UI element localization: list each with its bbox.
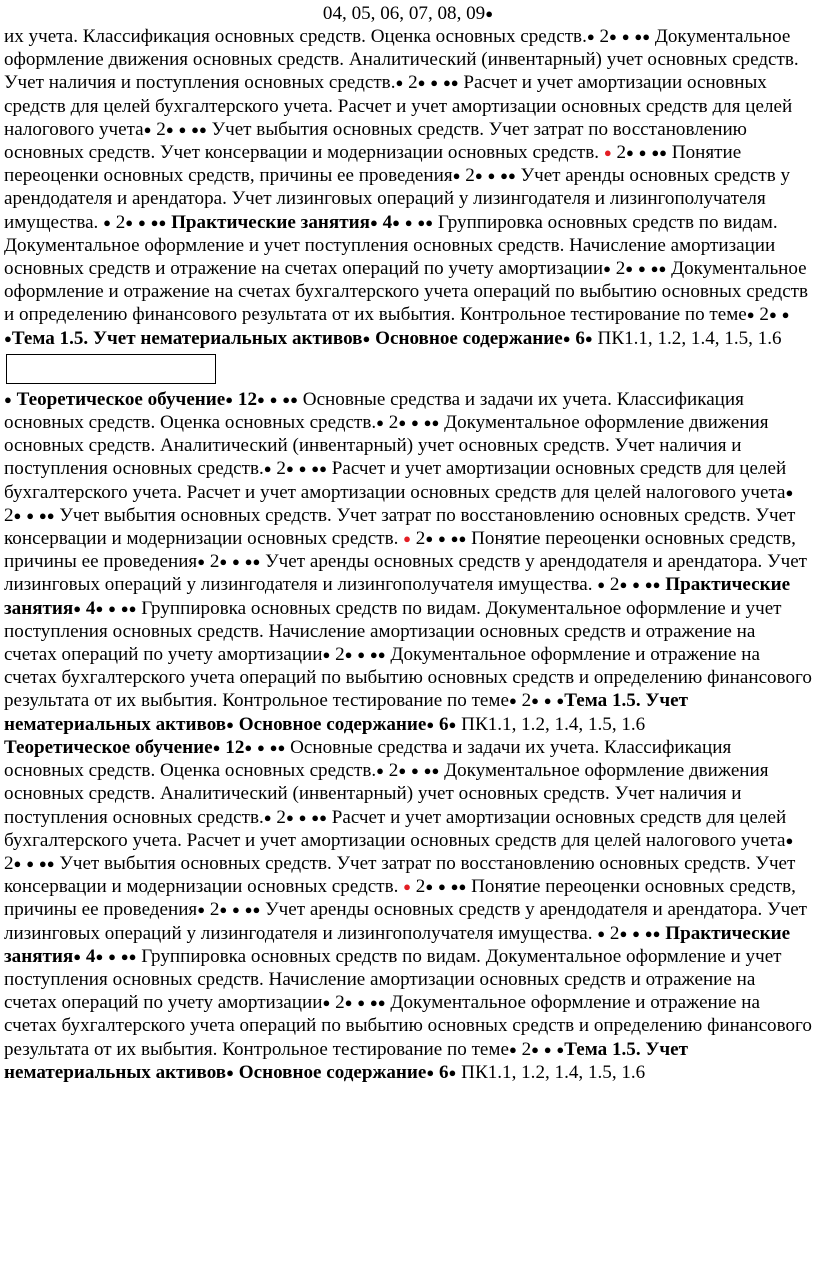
- red-dot-icon: ●: [603, 145, 612, 161]
- black-dot-icon: ●: [197, 902, 206, 918]
- black-dot-icon: ●: [417, 75, 426, 91]
- black-dot-icon: ●: [531, 1041, 539, 1057]
- black-dot-icon: ●: [431, 763, 440, 779]
- black-dot-icon: ●: [263, 461, 272, 477]
- bold-text: Практические занятия: [4, 574, 791, 619]
- black-dot-icon: ●: [619, 577, 628, 593]
- black-dot-icon: ●: [437, 879, 446, 895]
- body-text: Учет выбытия основных средств. Учет затрат по восстановлению основных средств. Учет консервации и модернизации основных средств.: [4, 504, 796, 550]
- black-dot-icon: ●: [137, 214, 146, 230]
- black-dot-icon: ●: [768, 307, 777, 323]
- body-text: Расчет и учет амортизации основных средств для целей бухгалтерского учета. Расчет и учет амортизации основных средств для целей налогового учета: [4, 458, 787, 503]
- document-page: [4, 2, 812, 1084]
- black-dot-icon: ●: [277, 739, 286, 755]
- black-dot-icon: ●: [586, 29, 595, 44]
- body-text: Документальное оформление и отражение на счетах бухгалтерского учета операций по выбытию основных средств и определению финансового результата от их выбытия. Контрольное тестирование по теме: [4, 992, 812, 1060]
- black-dot-icon: ●: [120, 600, 129, 616]
- body-text: Группировка основных средств по видам. Документальное оформление и учет поступления основных средств. Начисление амортизации основных средств и отражение на счетах операций по учету амортизации: [4, 597, 782, 666]
- black-dot-icon: ●: [392, 214, 400, 230]
- black-dot-icon: ●: [474, 168, 483, 184]
- empty-box: [6, 354, 216, 384]
- bold-text: 6: [570, 327, 585, 349]
- bold-text: 6: [434, 1061, 449, 1083]
- body-text: Понятие переоценки основных средств, причины ее проведения: [4, 876, 796, 921]
- black-dot-icon: ●: [508, 1041, 517, 1057]
- black-dot-icon: ●: [244, 739, 253, 755]
- black-dot-icon: ●: [369, 647, 378, 663]
- black-dot-icon: ●: [485, 6, 494, 21]
- black-dot-icon: ●: [103, 214, 111, 230]
- body-text: Документальное оформление движения основных средств. Аналитический (инвентарный) учет основных средств. Учет наличия и поступления основных средств.: [4, 412, 769, 480]
- black-dot-icon: ●: [426, 1064, 435, 1080]
- black-dot-icon: ●: [626, 145, 634, 161]
- black-dot-icon: ●: [38, 507, 47, 523]
- body-text: 2: [516, 690, 532, 712]
- black-dot-icon: ●: [26, 507, 35, 523]
- black-dot-icon: ●: [120, 948, 129, 964]
- black-dot-icon: ●: [426, 716, 435, 732]
- black-dot-icon: ●: [597, 925, 606, 941]
- black-dot-icon: ●: [73, 948, 82, 964]
- black-dot-icon: ●: [369, 214, 378, 230]
- black-dot-icon: ●: [357, 647, 366, 663]
- black-dot-icon: ●: [556, 1041, 565, 1057]
- black-dot-icon: ●: [398, 763, 407, 779]
- bold-text: Основное содержание: [233, 1061, 427, 1083]
- black-dot-icon: ●: [377, 995, 386, 1011]
- body-text: Учет аренды основных средств у арендодателя и арендатора. Учет лизинговых операций у лизингодателя и лизингополучателя имущества.: [4, 165, 791, 233]
- black-dot-icon: ●: [73, 600, 82, 616]
- bold-text: Теоретическое обучение: [4, 736, 213, 758]
- body-text: 2: [610, 258, 626, 280]
- black-dot-icon: ●: [508, 693, 517, 709]
- black-dot-icon: ●: [448, 716, 457, 732]
- black-dot-icon: ●: [410, 763, 419, 779]
- black-dot-icon: ●: [746, 307, 755, 323]
- black-dot-icon: ●: [437, 531, 446, 547]
- bold-text: Основное содержание: [233, 713, 427, 735]
- black-dot-icon: ●: [632, 577, 640, 593]
- body-text: Расчет и учет амортизации основных средств для целей бухгалтерского учета. Расчет и учет амортизации основных средств для целей налогового учета: [4, 72, 793, 140]
- black-dot-icon: ●: [319, 809, 327, 825]
- black-dot-icon: ●: [191, 121, 199, 137]
- black-dot-icon: ●: [252, 554, 261, 570]
- black-dot-icon: ●: [637, 261, 646, 277]
- body-text: ПК1.1, 1.2, 1.4, 1.5, 1.6: [456, 1061, 646, 1083]
- black-dot-icon: ●: [269, 391, 278, 407]
- body-text: Группировка основных средств по видам. Документальное оформление и учет поступления основных средств. Начисление амортизации основных средств и отражение на счетах операций по учету амортизации: [4, 211, 778, 280]
- body-text: Документальное оформление и отражение на счетах бухгалтерского учета операций по выбытию основных средств и определению финансового результата от их выбытия. Контрольное тестирование по теме: [4, 644, 812, 712]
- black-dot-icon: ●: [562, 330, 571, 346]
- black-dot-icon: ●: [125, 214, 134, 230]
- black-dot-icon: ●: [285, 809, 294, 825]
- body-text: Документальное оформление и отражение на счетах бухгалтерского учета операций по выбытию основных средств и определению финансового результата от их выбытия. Контрольное тестирование по теме: [4, 258, 809, 326]
- black-dot-icon: ●: [232, 554, 240, 570]
- black-dot-icon: ●: [232, 902, 240, 918]
- black-dot-icon: ●: [431, 415, 440, 431]
- bold-text: 12: [233, 388, 258, 410]
- black-dot-icon: ●: [452, 168, 461, 184]
- body-text: 2: [403, 72, 418, 94]
- black-dot-icon: ●: [26, 855, 35, 871]
- body-text: 2: [460, 165, 475, 187]
- body-text: 2: [330, 992, 345, 1014]
- black-dot-icon: ●: [658, 261, 667, 277]
- body-text: Учет аренды основных средств у арендодателя и арендатора. Учет лизинговых операций у лизингодателя и лизингополучателя имущества.: [4, 551, 808, 596]
- body-text: 2: [205, 551, 220, 573]
- black-dot-icon: ●: [158, 214, 167, 230]
- body-text: ПК1.1, 1.2, 1.4, 1.5, 1.6: [592, 327, 782, 349]
- black-dot-icon: ●: [298, 809, 307, 825]
- black-dot-icon: ●: [642, 29, 651, 44]
- bold-text: 4: [377, 211, 393, 233]
- black-dot-icon: ●: [322, 995, 331, 1011]
- bold-text: Практические занятия: [4, 922, 791, 967]
- black-dot-icon: ●: [632, 925, 640, 941]
- black-dot-icon: ●: [398, 415, 407, 431]
- red-dot-icon: ●: [403, 879, 412, 895]
- black-dot-icon: ●: [376, 763, 384, 779]
- black-dot-icon: ●: [150, 214, 159, 230]
- black-dot-icon: ●: [95, 948, 104, 964]
- bold-text: 4: [81, 945, 96, 967]
- black-dot-icon: ●: [652, 925, 661, 941]
- black-dot-icon: ●: [128, 600, 137, 616]
- black-dot-icon: ●: [448, 1064, 457, 1080]
- black-dot-icon: ●: [652, 577, 661, 593]
- black-dot-icon: ●: [269, 739, 278, 755]
- black-dot-icon: ●: [500, 168, 508, 184]
- body-text: Документальное оформление движения основных средств. Аналитический (инвентарный) учет основных средств. Учет наличия и поступления основных средств.: [4, 760, 769, 828]
- black-dot-icon: ●: [128, 948, 137, 964]
- bold-text: Практические занятия: [171, 211, 370, 233]
- body-text: 2: [4, 852, 14, 874]
- body-text: Группировка основных средств по видам. Документальное оформление и учет поступления основных средств. Начисление амортизации основных средств и отражение на счетах операций по учету амортизации: [4, 945, 782, 1014]
- bold-text: 6: [434, 713, 449, 735]
- black-dot-icon: ●: [450, 531, 459, 547]
- body-text: Учет выбытия основных средств. Учет затрат по восстановлению основных средств. Учет консервации и модернизации основных средств.: [4, 852, 796, 898]
- black-dot-icon: ●: [487, 168, 496, 184]
- black-dot-icon: ●: [344, 995, 353, 1011]
- black-dot-icon: ●: [263, 809, 272, 825]
- body-text: 2: [516, 1038, 532, 1060]
- black-dot-icon: ●: [108, 948, 116, 964]
- black-dot-icon: ●: [257, 391, 265, 407]
- black-dot-icon: ●: [244, 554, 253, 570]
- body-text: 2: [384, 760, 399, 782]
- body-text: 2: [384, 412, 399, 434]
- body-text: 2: [411, 528, 426, 550]
- black-dot-icon: ●: [425, 531, 434, 547]
- black-dot-icon: ●: [634, 29, 643, 44]
- black-dot-icon: ●: [556, 693, 565, 709]
- body-text: 2: [754, 304, 769, 326]
- black-dot-icon: ●: [425, 214, 434, 230]
- body-text: Расчет и учет амортизации основных средств для целей бухгалтерского учета. Расчет и учет амортизации основных средств для целей налогового учета: [4, 806, 787, 851]
- body-text: Учет выбытия основных средств. Учет затрат по восстановлению основных средств. Учет консервации и модернизации основных средств.: [4, 118, 747, 164]
- black-dot-icon: ●: [785, 832, 794, 848]
- black-dot-icon: ●: [638, 145, 647, 161]
- black-dot-icon: ●: [38, 855, 47, 871]
- black-dot-icon: ●: [219, 554, 228, 570]
- body-text: их учета. Классификация основных средств. Оценка основных средств.: [4, 26, 587, 47]
- body-text: 2: [271, 458, 286, 480]
- bold-text: Теоретическое обучение: [16, 388, 226, 410]
- body-text: Документальное оформление движения основных средств. Аналитический (инвентарный) учет основных средств. Учет наличия и поступления основных средств.: [4, 26, 799, 94]
- bold-text: 4: [81, 597, 96, 619]
- black-dot-icon: ●: [644, 577, 653, 593]
- black-dot-icon: ●: [46, 855, 55, 871]
- body-text: Понятие переоценки основных средств, причины ее проведения: [4, 142, 742, 187]
- black-dot-icon: ●: [621, 29, 630, 44]
- black-dot-icon: ●: [531, 693, 539, 709]
- black-dot-icon: ●: [417, 214, 426, 230]
- body-text: ПК1.1, 1.2, 1.4, 1.5, 1.6: [456, 713, 646, 735]
- black-dot-icon: ●: [257, 739, 265, 755]
- black-dot-icon: ●: [226, 1064, 234, 1080]
- bold-text: Тема 1.5. Учет нематериальных активов: [4, 1038, 689, 1083]
- black-dot-icon: ●: [404, 214, 413, 230]
- black-dot-icon: ●: [450, 75, 459, 91]
- body-text: 2: [611, 142, 627, 164]
- black-dot-icon: ●: [198, 121, 207, 137]
- black-dot-icon: ●: [13, 507, 22, 523]
- bold-text: Тема 1.5. Учет нематериальных активов: [11, 327, 363, 349]
- black-dot-icon: ●: [450, 879, 459, 895]
- black-dot-icon: ●: [143, 121, 152, 137]
- body-text: 2: [330, 644, 345, 666]
- body-text: Основные средства и задачи их учета. Классификация основных средств. Оценка основных средств.: [4, 736, 732, 782]
- body-text: Понятие переоценки основных средств, причины ее проведения: [4, 528, 796, 573]
- body-text: 2: [605, 922, 620, 944]
- body-text: Учет аренды основных средств у арендодателя и арендатора. Учет лизинговых операций у лизингодателя и лизингополучателя имущества.: [4, 899, 808, 944]
- black-dot-icon: ●: [442, 75, 451, 91]
- black-dot-icon: ●: [13, 855, 22, 871]
- black-dot-icon: ●: [423, 763, 432, 779]
- black-dot-icon: ●: [4, 330, 12, 346]
- body-text: 2: [205, 899, 220, 921]
- header-numbers: 04, 05, 06, 07, 08, 09: [322, 3, 486, 24]
- black-dot-icon: ●: [362, 330, 371, 346]
- black-dot-icon: ●: [644, 925, 653, 941]
- black-dot-icon: ●: [285, 461, 294, 477]
- black-dot-icon: ●: [108, 600, 116, 616]
- black-dot-icon: ●: [507, 168, 516, 184]
- black-dot-icon: ●: [423, 415, 432, 431]
- bold-text: 12: [220, 736, 245, 758]
- black-dot-icon: ●: [219, 902, 228, 918]
- black-dot-icon: ●: [344, 647, 353, 663]
- black-dot-icon: ●: [178, 121, 187, 137]
- red-dot-icon: ●: [403, 531, 412, 547]
- black-dot-icon: ●: [543, 1041, 552, 1057]
- black-dot-icon: ●: [357, 995, 366, 1011]
- black-dot-icon: ●: [458, 531, 467, 547]
- black-dot-icon: ●: [165, 121, 174, 137]
- black-dot-icon: ●: [609, 29, 617, 44]
- black-dot-icon: ●: [226, 716, 234, 732]
- black-dot-icon: ●: [252, 902, 261, 918]
- section-block-3: [4, 736, 812, 1084]
- black-dot-icon: ●: [322, 647, 331, 663]
- black-dot-icon: ●: [785, 484, 794, 500]
- black-dot-icon: ●: [225, 391, 234, 407]
- body-text: 2: [271, 806, 286, 828]
- black-dot-icon: ●: [46, 507, 55, 523]
- body-text: 2: [411, 876, 426, 898]
- black-dot-icon: ●: [4, 391, 12, 407]
- black-dot-icon: ●: [311, 809, 320, 825]
- page-header: [4, 2, 812, 25]
- black-dot-icon: ●: [244, 902, 253, 918]
- black-dot-icon: ●: [597, 577, 606, 593]
- body-text: 2: [110, 211, 126, 233]
- black-dot-icon: ●: [650, 261, 659, 277]
- body-text: 2: [594, 26, 610, 47]
- black-dot-icon: ●: [212, 739, 221, 755]
- body-text: 2: [151, 118, 166, 140]
- section-block-2: [4, 388, 812, 736]
- black-dot-icon: ●: [603, 261, 611, 277]
- body-text: 2: [605, 574, 620, 596]
- black-dot-icon: ●: [298, 461, 307, 477]
- black-dot-icon: ●: [197, 554, 206, 570]
- black-dot-icon: ●: [425, 879, 434, 895]
- black-dot-icon: ●: [95, 600, 104, 616]
- black-dot-icon: ●: [319, 461, 327, 477]
- black-dot-icon: ●: [410, 415, 419, 431]
- body-text: Основные средства и задачи их учета. Классификация основных средств. Оценка основных средств.: [4, 388, 744, 434]
- black-dot-icon: ●: [651, 145, 660, 161]
- black-dot-icon: ●: [290, 391, 299, 407]
- black-dot-icon: ●: [543, 693, 552, 709]
- black-dot-icon: ●: [619, 925, 628, 941]
- bold-text: Основное содержание: [370, 327, 563, 349]
- black-dot-icon: ●: [458, 879, 467, 895]
- section-block-1: [4, 25, 812, 350]
- black-dot-icon: ●: [376, 415, 384, 431]
- black-dot-icon: ●: [395, 75, 404, 91]
- black-dot-icon: ●: [625, 261, 634, 277]
- body-text: 2: [4, 504, 14, 526]
- black-dot-icon: ●: [377, 647, 386, 663]
- black-dot-icon: ●: [430, 75, 439, 91]
- bold-text: Тема 1.5. Учет нематериальных активов: [4, 690, 689, 735]
- black-dot-icon: ●: [369, 995, 378, 1011]
- black-dot-icon: ●: [311, 461, 320, 477]
- black-dot-icon: ●: [584, 330, 593, 346]
- black-dot-icon: ●: [282, 391, 291, 407]
- black-dot-icon: ●: [781, 307, 790, 323]
- black-dot-icon: ●: [659, 145, 668, 161]
